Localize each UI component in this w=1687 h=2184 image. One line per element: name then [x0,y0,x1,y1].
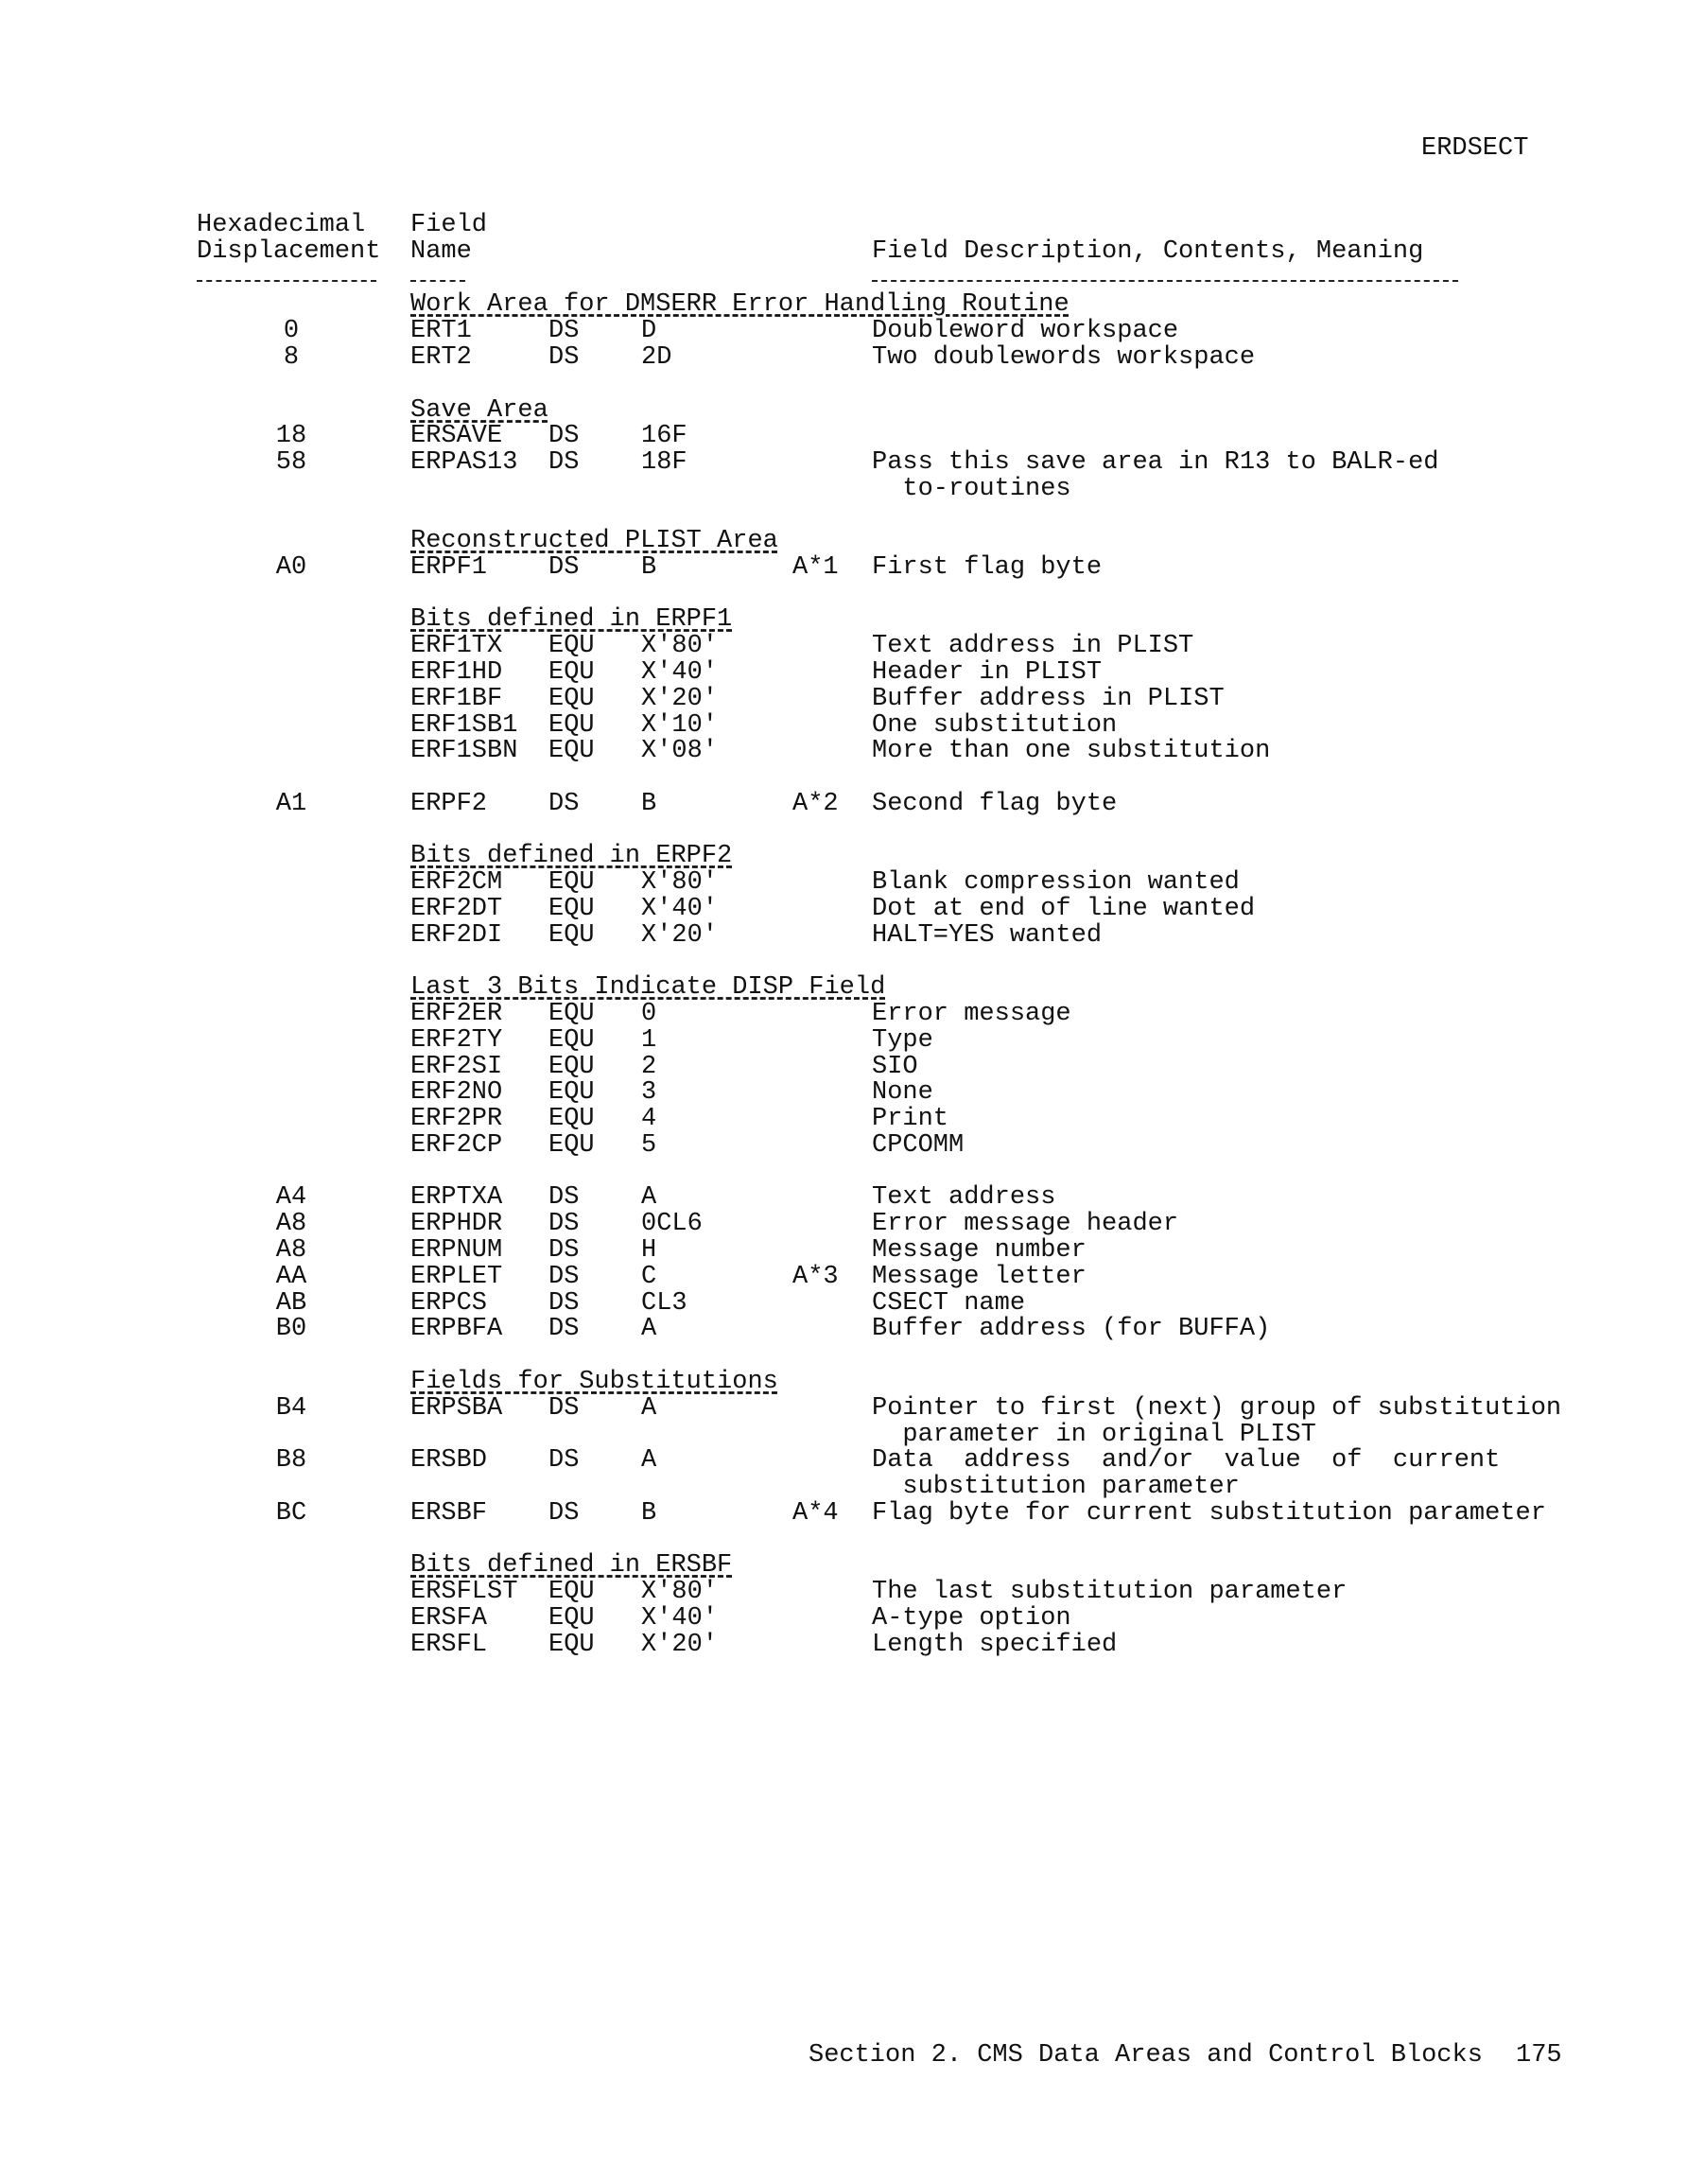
row-operand: X'80' [641,868,719,897]
row-opcode: EQU [548,921,595,950]
table-row [0,869,1687,896]
row-description: Second flag byte [872,790,1118,818]
table-row [0,1395,1687,1422]
row-opcode: DS [548,448,580,477]
row-field-name: ERF1BF [410,685,503,713]
section-bits-ersbf: Bits defined in ERSBF [410,1551,733,1580]
table-row [0,686,1687,712]
table-row [0,633,1687,659]
row-displacement: A8 [275,1236,307,1265]
row-opcode: EQU [548,895,595,923]
row-operand: A [641,1446,657,1475]
row-displacement: AA [275,1263,307,1291]
page-number: 175 [1516,2041,1562,2070]
row-operand: X'40' [641,895,719,923]
row-opcode: EQU [548,632,595,660]
row-field-name: ERF2SI [410,1053,503,1081]
table-row [0,1211,1687,1237]
row-field-name: ERF1SBN [410,737,518,765]
row-displacement: A0 [275,553,307,582]
header-rule-col2 [410,280,465,282]
table-row [0,1054,1687,1080]
row-field-name: ERSBF [410,1499,488,1528]
section-bits-erpf2: Bits defined in ERPF2 [410,842,733,870]
table-row [0,896,1687,922]
row-opcode: DS [548,343,580,372]
row-displacement: 58 [275,448,307,477]
row-description: Pass this save area in R13 to BALR-ed [872,448,1439,477]
row-field-name: ERPF2 [410,790,488,818]
section-bits-erpf1: Bits defined in ERPF1 [410,605,733,634]
row-field-name: ERSAVE [410,422,503,450]
table-row [0,449,1687,476]
row-opcode: DS [548,553,580,582]
row-operand: 4 [641,1105,657,1133]
row-description: Two doublewords workspace [872,343,1256,372]
row-description: Buffer address (for BUFFA) [872,1315,1271,1343]
row-description: CSECT name [872,1289,1026,1318]
row-field-name: ERSFL [410,1631,488,1659]
row-field-name: ERPNUM [410,1236,503,1265]
row-operand: X'20' [641,921,719,950]
row-operand: 18F [641,448,687,477]
row-operand: 3 [641,1078,657,1107]
table-row [0,344,1687,371]
section-work-area: Work Area for DMSERR Error Handling Routine [410,290,1070,319]
row-displacement: B4 [275,1394,307,1423]
row-displacement: A4 [275,1183,307,1212]
row-opcode: EQU [548,1631,595,1659]
row-operand: 2D [641,343,672,372]
row-footnote-ref: A*1 [792,553,839,582]
row-field-name: ERT1 [410,317,472,345]
table-row [0,791,1687,817]
section-save-area: Save Area [410,396,548,425]
table-row [0,1264,1687,1290]
row-field-name: ERF2NO [410,1078,503,1107]
table-row [0,1027,1687,1054]
row-operand: A [641,1394,657,1423]
header-col2-line2: Name [410,237,472,266]
row-opcode: EQU [548,1053,595,1081]
row-operand: X'20' [641,1631,719,1659]
row-operand: 1 [641,1026,657,1055]
table-row [0,1605,1687,1632]
row-description: SIO [872,1053,918,1081]
row-description: Dot at end of line wanted [872,895,1256,923]
row-field-name: ERPAS13 [410,448,518,477]
table-row [0,476,1687,502]
row-opcode: DS [548,1263,580,1291]
row-description: Buffer address in PLIST [872,685,1225,713]
row-opcode: EQU [548,1131,595,1160]
row-opcode: DS [548,1394,580,1423]
row-field-name: ERT2 [410,343,472,372]
row-operand: X'80' [641,1578,719,1606]
row-opcode: EQU [548,1026,595,1055]
row-operand: B [641,1499,657,1528]
row-description: Message number [872,1236,1087,1265]
row-description: Doubleword workspace [872,317,1179,345]
table-row [0,1422,1687,1448]
header-rule-col1 [197,280,376,282]
row-field-name: ERF2CM [410,868,503,897]
row-displacement: A8 [275,1210,307,1238]
row-displacement: 0 [283,317,300,345]
row-opcode: DS [548,1236,580,1265]
row-description: More than one substitution [872,737,1271,765]
table-row [0,554,1687,581]
row-description: Print [872,1105,949,1133]
row-description: Pointer to first (next) group of substitution [872,1394,1562,1423]
row-description: CPCOMM [872,1131,965,1160]
row-displacement: AB [275,1289,307,1318]
row-field-name: ERPLET [410,1263,503,1291]
row-description: HALT=YES wanted [872,921,1103,950]
header-col2-line1: Field [410,211,488,239]
row-description: substitution parameter [872,1473,1240,1501]
table-row [0,1001,1687,1027]
row-operand: H [641,1236,657,1265]
row-displacement: B8 [275,1446,307,1475]
table-row [0,423,1687,449]
table-row [0,1106,1687,1132]
row-description: A-type option [872,1604,1071,1633]
row-operand: X'40' [641,658,719,687]
running-head: ERDSECT [1421,134,1529,163]
row-description: None [872,1078,933,1107]
row-description: Header in PLIST [872,658,1103,687]
row-operand: X'40' [641,1604,719,1633]
table-row [0,1290,1687,1317]
row-operand: 16F [641,422,687,450]
row-field-name: ERSFA [410,1604,488,1633]
row-description: First flag byte [872,553,1103,582]
row-opcode: EQU [548,711,595,740]
row-field-name: ERF1TX [410,632,503,660]
table-row [0,922,1687,949]
row-displacement: BC [275,1499,307,1528]
row-description: Error message [872,1000,1071,1028]
footer-section-title: Section 2. CMS Data Areas and Control Blocks [809,2041,1483,2070]
header-rule-col3 [872,280,1458,282]
row-field-name: ERF2DI [410,921,503,950]
row-opcode: DS [548,1446,580,1475]
row-operand: C [641,1263,657,1291]
row-opcode: EQU [548,1578,595,1606]
row-field-name: ERPTXA [410,1183,503,1212]
row-opcode: DS [548,422,580,450]
row-field-name: ERF2CP [410,1131,503,1160]
row-description: Length specified [872,1631,1118,1659]
row-displacement: B0 [275,1315,307,1343]
row-opcode: EQU [548,1105,595,1133]
row-operand: B [641,553,657,582]
row-operand: X'20' [641,685,719,713]
row-field-name: ERF2TY [410,1026,503,1055]
row-opcode: EQU [548,1604,595,1633]
row-description: Text address [872,1183,1056,1212]
section-fields-subst: Fields for Substitutions [410,1368,778,1396]
row-opcode: DS [548,1499,580,1528]
row-opcode: EQU [548,868,595,897]
row-description: Text address in PLIST [872,632,1194,660]
table-row [0,1474,1687,1500]
section-plist-area: Reconstructed PLIST Area [410,527,778,555]
row-field-name: ERPSBA [410,1394,503,1423]
row-operand: 0CL6 [641,1210,703,1238]
row-footnote-ref: A*4 [792,1499,839,1528]
row-operand: X'08' [641,737,719,765]
row-displacement: 18 [275,422,307,450]
row-opcode: DS [548,1289,580,1318]
section-last3: Last 3 Bits Indicate DISP Field [410,973,886,1002]
row-description: The last substitution parameter [872,1578,1348,1606]
row-description: Flag byte for current substitution parameter [872,1499,1546,1528]
table-row [0,1579,1687,1605]
row-operand: A [641,1183,657,1212]
row-opcode: DS [548,1183,580,1212]
row-description: Message letter [872,1263,1087,1291]
table-row [0,738,1687,764]
row-field-name: ERPF1 [410,553,488,582]
row-field-name: ERF1SB1 [410,711,518,740]
row-opcode: EQU [548,1000,595,1028]
row-displacement: 8 [283,343,300,372]
row-operand: A [641,1315,657,1343]
row-field-name: ERSBD [410,1446,488,1475]
row-opcode: EQU [548,737,595,765]
row-opcode: DS [548,1210,580,1238]
row-description: Blank compression wanted [872,868,1240,897]
row-operand: CL3 [641,1289,687,1318]
table-row [0,1500,1687,1527]
row-field-name: ERSFLST [410,1578,518,1606]
table-row [0,659,1687,686]
header-col3: Field Description, Contents, Meaning [872,237,1424,266]
row-footnote-ref: A*2 [792,790,839,818]
table-row [0,318,1687,344]
row-description: Data address and/or value of current [872,1446,1501,1475]
row-field-name: ERF1HD [410,658,503,687]
row-description: to-routines [872,475,1071,503]
row-opcode: EQU [548,1078,595,1107]
row-field-name: ERPHDR [410,1210,503,1238]
row-field-name: ERPCS [410,1289,488,1318]
row-field-name: ERF2PR [410,1105,503,1133]
row-opcode: DS [548,790,580,818]
row-operand: 2 [641,1053,657,1081]
table-row [0,712,1687,739]
row-displacement: A1 [275,790,307,818]
row-opcode: DS [548,317,580,345]
table-row [0,1079,1687,1106]
row-operand: X'10' [641,711,719,740]
table-row [0,1632,1687,1658]
row-opcode: EQU [548,658,595,687]
table-row [0,1447,1687,1474]
table-row [0,1316,1687,1342]
row-field-name: ERPBFA [410,1315,503,1343]
header-col1-line2: Displacement [197,237,381,266]
table-row [0,1184,1687,1211]
header-col1-line1: Hexadecimal [197,211,366,239]
row-operand: B [641,790,657,818]
row-operand: 0 [641,1000,657,1028]
row-operand: X'80' [641,632,719,660]
row-description: parameter in original PLIST [872,1421,1316,1449]
row-footnote-ref: A*3 [792,1263,839,1291]
row-field-name: ERF2DT [410,895,503,923]
row-opcode: DS [548,1315,580,1343]
table-row [0,1132,1687,1159]
row-field-name: ERF2ER [410,1000,503,1028]
row-opcode: EQU [548,685,595,713]
row-operand: D [641,317,657,345]
table-row [0,1237,1687,1264]
row-description: Error message header [872,1210,1179,1238]
row-operand: 5 [641,1131,657,1160]
row-description: One substitution [872,711,1118,740]
row-description: Type [872,1026,933,1055]
